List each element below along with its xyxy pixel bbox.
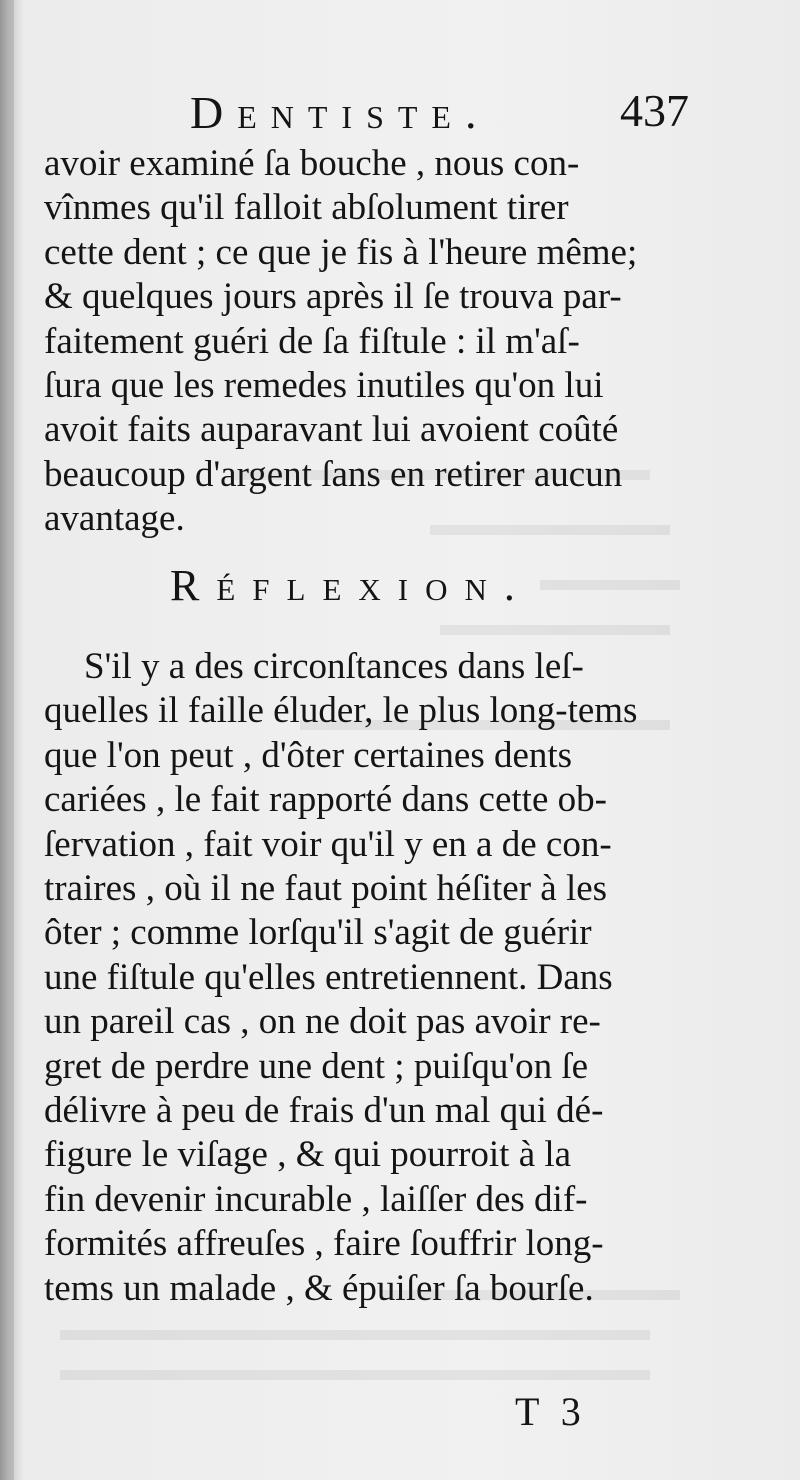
text-line: faitement guéri de ſa fiſtule : il m'aſ- <box>44 320 580 362</box>
text-line: figure le viſage , & qui pourroit à la <box>44 1134 572 1176</box>
text-line: cette dent ; ce que je fis à l'heure même; <box>44 231 638 273</box>
text-line: gret de perdre une dent ; puiſqu'on ſe <box>44 1045 589 1087</box>
paragraph-reflexion <box>44 645 674 1311</box>
text-line: que l'on peut , d'ôter certaines dents <box>44 734 573 776</box>
text-line: quelles il faille éluder, le plus long-tems <box>44 690 638 732</box>
text-line: tems un malade , & épuiſer ſa bourſe. <box>44 1267 594 1309</box>
text-line: fin devenir incurable , laiſſer des dif- <box>44 1178 588 1220</box>
text-line: ſura que les remedes inutiles qu'on lui <box>44 365 604 407</box>
text-line: avantage. <box>44 498 185 540</box>
text-line: & quelques jours après il ſe trouva par- <box>44 276 622 318</box>
text-line: S'il y a des circonſtances dans leſ- <box>84 646 584 687</box>
running-title: Dentiste. <box>190 87 491 138</box>
text-line: délivre à peu de frais d'un mal qui dé- <box>44 1090 604 1132</box>
section-title: Réflexion. <box>170 561 532 610</box>
text-line: une fiſtule qu'elles entretiennent. Dans <box>44 956 613 998</box>
text-line: traires , où il ne faut point héſiter à les <box>44 868 608 910</box>
text-line: beaucoup d'argent ſans en retirer aucun <box>44 453 623 495</box>
signature-mark: T 3 <box>515 1389 587 1434</box>
text-line: avoit faits auparavant lui avoient coûté <box>44 409 619 451</box>
text-line: ôter ; comme lorſqu'il s'agit de guérir <box>44 912 592 954</box>
text-line: avoir examiné ſa bouche , nous con- <box>44 143 580 184</box>
text-line: formités affreuſes , faire ſouffrir long- <box>44 1223 604 1265</box>
running-header <box>190 82 690 142</box>
text-line: ſervation , fait voir qu'il y en a de con- <box>44 823 612 865</box>
text-line: cariées , le fait rapporté dans cette ob- <box>44 779 607 821</box>
page-number: 437 <box>620 85 689 136</box>
paragraph-observation-end <box>44 142 674 542</box>
text-line: un pareil cas , on ne doit pas avoir re- <box>44 1001 601 1043</box>
text-line: vînmes qu'il falloit abſolument tirer <box>44 187 569 229</box>
